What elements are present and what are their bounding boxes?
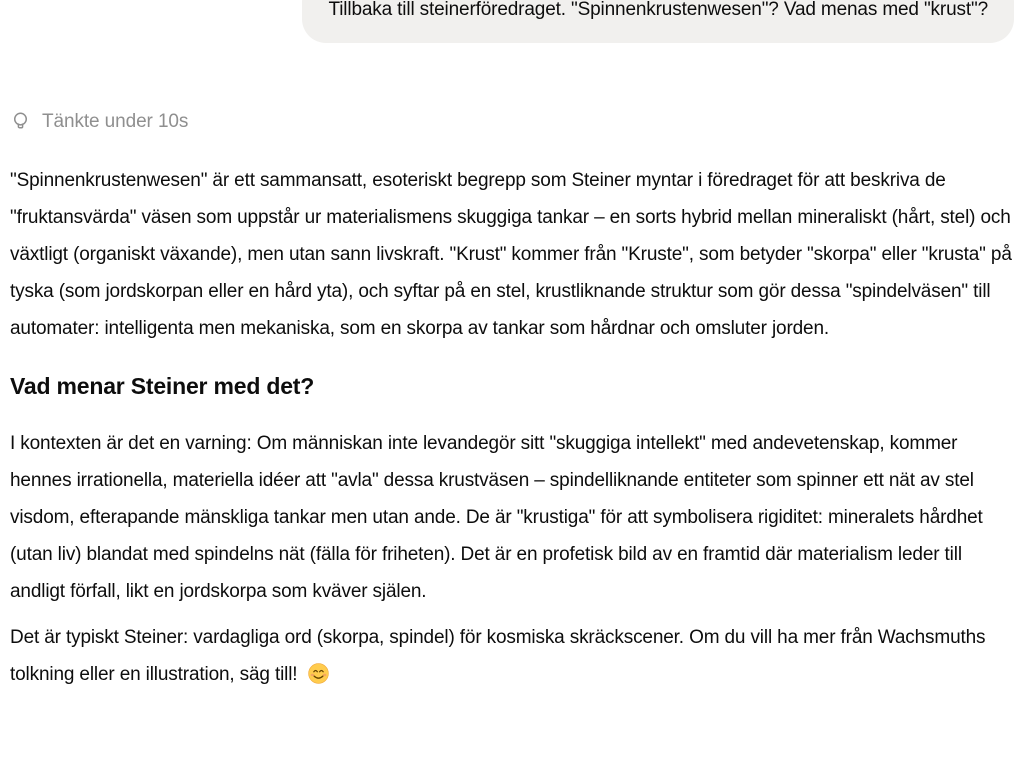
assistant-paragraph-3: [10, 619, 1014, 693]
user-message-bubble: [302, 0, 1014, 43]
assistant-message: [0, 162, 1024, 693]
user-message-row: [0, 0, 1014, 43]
assistant-paragraph-3-text: Det är typiskt Steiner: vardagliga ord (skorpa, spindel) för kosmiska skräckscener. Om du vill ha mer från Wachsmuths tolkning eller en illustration, säg till!: [10, 627, 986, 685]
assistant-paragraph-1: "Spinnenkrustenwesen" är ett sammansatt, esoteriskt begrepp som Steiner myntar i föredraget för att beskriva de "fruktansvärda" väsen som uppstår ur materialismens skuggiga tankar – en sorts hybrid mellan mineraliskt (hårt, stel) och växtligt (organiskt växande), men utan sann livskraft. "Krust" kommer från "Kruste", som betyder "skorpa" eller "krusta" på tyska (som jordskorpan eller en hård yta), och syftar på en stel, krustliknande struktur som gör dessa "spindelväsen" till automater: intelligenta men mekaniska, som en skorpa av tankar som hårdnar och omsluter jorden.: [10, 170, 1012, 339]
assistant-paragraph-2: I kontexten är det en varning: Om människan inte levandegör sitt "skuggiga intellekt" med andevetenskap, kommer hennes irrationella, materiella idéer att "avla" dessa krustväsen – spindelliknande entiteter som spinner ett nät av stel visdom, efterapande mänskliga tankar men utan ande. De är "krustiga" för att symbolisera rigiditet: mineralets hårdhet (utan liv) blandat med spindelns nät (fälla för friheten). Det är en profetisk bild av en framtid där materialism leder till andligt förfall, likt en jordskorpa som kväver själen.: [10, 433, 983, 602]
thinking-duration-label: Tänkte under 10s: [42, 110, 189, 132]
smiling-face-emoji: [308, 660, 329, 681]
assistant-heading: Vad menar Steiner med det?: [10, 373, 315, 399]
lightbulb-icon: [10, 110, 31, 133]
thinking-duration-row[interactable]: [10, 108, 188, 135]
user-message-text: Tillbaka till steinerföredraget. "Spinnenkrustenwesen"? Vad menas med "krust"?: [328, 0, 988, 20]
